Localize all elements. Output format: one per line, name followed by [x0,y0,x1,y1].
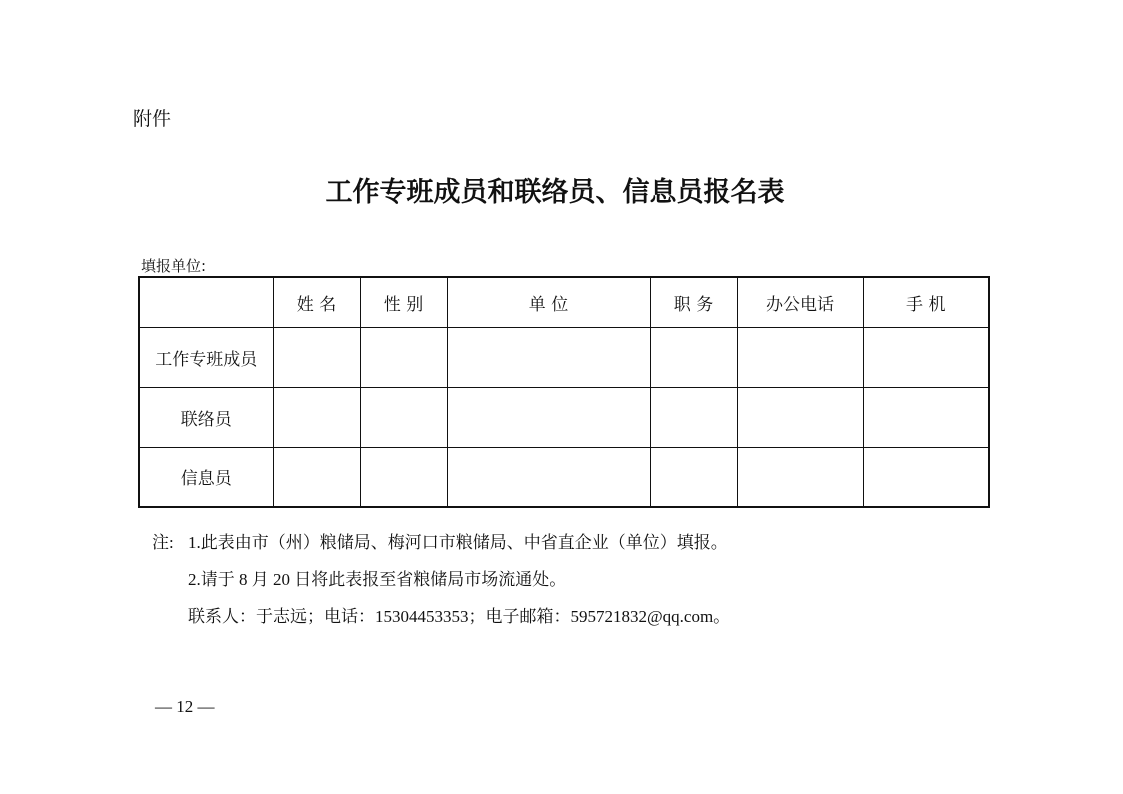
cell-mobile[interactable] [863,447,989,507]
cell-position[interactable] [650,447,737,507]
cell-name[interactable] [273,387,360,447]
table-header-row [139,277,989,327]
cell-gender[interactable] [360,387,447,447]
header-gender: 性 别 [360,277,447,327]
cell-gender[interactable] [360,327,447,387]
header-mobile: 手 机 [863,277,989,327]
notes-section [152,524,730,635]
cell-office-phone[interactable] [737,447,863,507]
row-label-information-officer: 信息员 [139,447,273,507]
table-row [139,387,989,447]
cell-mobile[interactable] [863,327,989,387]
fill-unit-label: 填报单位: [141,257,207,275]
attachment-label: 附件 [133,108,172,130]
page-number: — 12 — [155,697,215,716]
header-unit: 单 位 [447,277,650,327]
note-line-1 [152,524,730,561]
cell-gender[interactable] [360,447,447,507]
header-name: 姓 名 [273,277,360,327]
cell-name[interactable] [273,327,360,387]
note-prefix: 注: [152,533,174,552]
header-blank-cell [139,277,273,327]
header-position: 职 务 [650,277,737,327]
cell-position[interactable] [650,387,737,447]
cell-unit[interactable] [447,327,650,387]
cell-position[interactable] [650,327,737,387]
cell-unit[interactable] [447,387,650,447]
cell-office-phone[interactable] [737,387,863,447]
note-text-1: 1.此表由市（州）粮储局、梅河口市粮储局、中省直企业（单位）填报。 [188,533,728,552]
row-label-liaison: 联络员 [139,387,273,447]
header-office-phone: 办公电话 [737,277,863,327]
cell-unit[interactable] [447,447,650,507]
row-label-task-force: 工作专班成员 [139,327,273,387]
cell-name[interactable] [273,447,360,507]
document-title: 工作专班成员和联络员、信息员报名表 [325,177,785,208]
table-row [139,447,989,507]
note-line-3: 联系人：于志远；电话：15304453353；电子邮箱：595721832@qq.com。 [188,607,731,626]
note-line-2: 2.请于 8 月 20 日将此表报至省粮储局市场流通处。 [188,570,567,589]
cell-mobile[interactable] [863,387,989,447]
registration-table [138,276,990,508]
table-row [139,327,989,387]
cell-office-phone[interactable] [737,327,863,387]
